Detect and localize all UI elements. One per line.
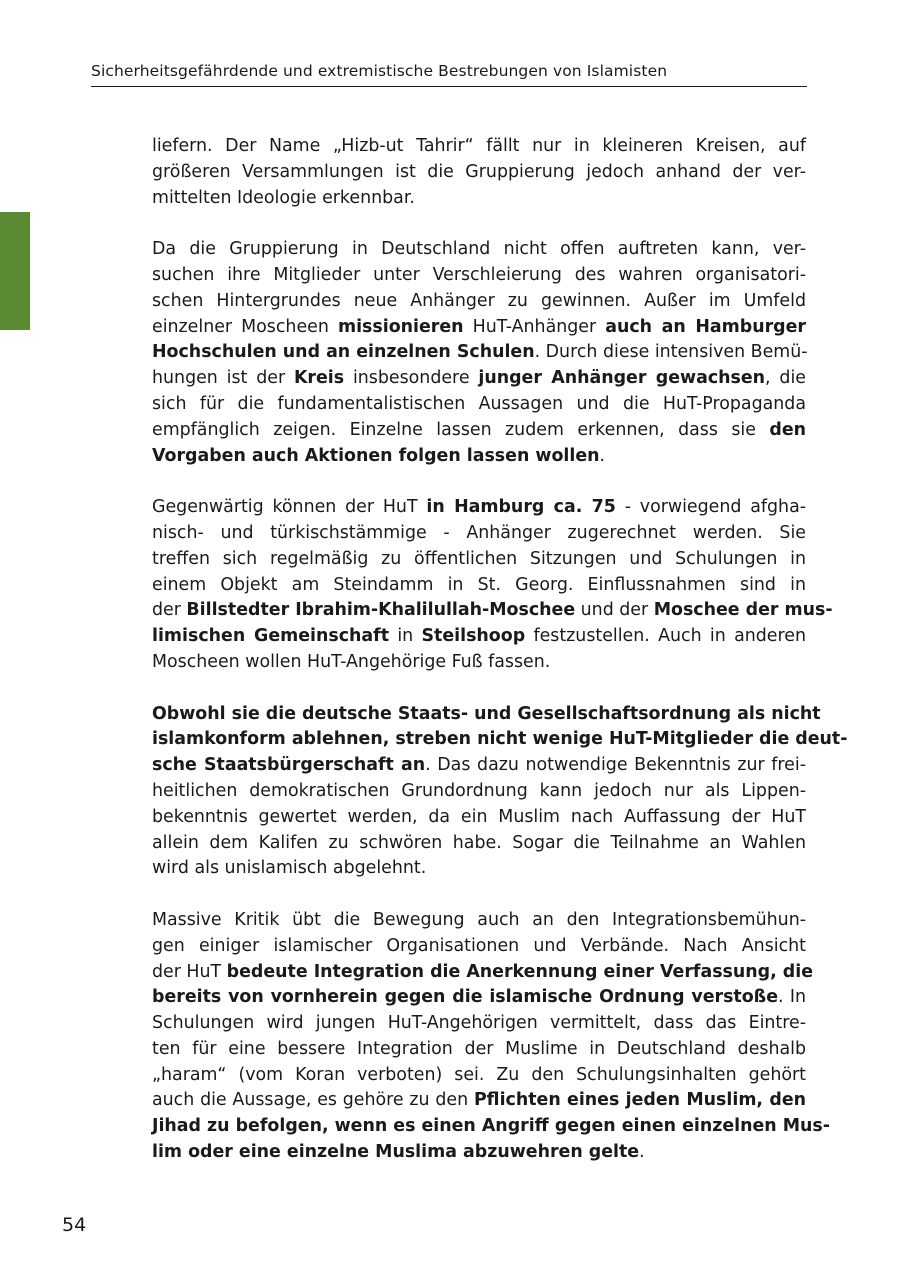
text-run: . In <box>777 987 806 1008</box>
bold-text: auch an Hamburger <box>605 316 806 337</box>
text-run: suchen ihre Mitglieder unter Verschleierung des wahren organisatori- <box>152 264 806 285</box>
text-run: einem Objekt am Steindamm in St. Georg. Einflussnahmen sind in <box>152 574 806 595</box>
text-line <box>152 934 806 960</box>
text-run: . <box>639 1142 645 1163</box>
text-run: wird als unislamisch abgelehnt. <box>152 858 427 879</box>
text-line <box>152 805 806 831</box>
bold-text: Steilshoop <box>421 626 526 647</box>
bold-text: bereits von vornherein gegen die islamische Ordnung verstoße <box>152 987 778 1008</box>
text-line <box>152 1063 806 1089</box>
text-run: Schulungen wird jungen HuT-Angehörigen vermittelt, dass das Eintre- <box>152 1013 806 1034</box>
text-line <box>152 1114 830 1140</box>
bold-text: den <box>769 419 806 440</box>
text-line <box>152 444 806 470</box>
bold-text: lim oder eine einzelne Muslima abzuwehren gelte <box>152 1142 640 1163</box>
text-run: schen Hintergrundes neue Anhänger zu gewinnen. Außer im Umfeld <box>152 290 806 311</box>
text-line <box>152 779 806 805</box>
bold-text: Billstedter Ibrahim-Khalilullah-Moschee <box>186 600 576 621</box>
text-line <box>152 315 806 341</box>
bold-text: Pflichten eines jeden Muslim, den <box>473 1090 806 1111</box>
text-run: hungen ist der <box>152 368 294 389</box>
text-run: . <box>599 445 606 466</box>
text-line <box>152 650 806 676</box>
text-run: der HuT <box>152 961 227 982</box>
text-run: heitlichen demokratischen Grundordnung kann jedoch nur als Lippen- <box>152 780 806 801</box>
text-line <box>152 289 806 315</box>
text-run: , die <box>765 368 806 389</box>
text-run: Moscheen wollen HuT-Angehörige Fuß fassen. <box>152 651 551 672</box>
text-run: allein dem Kalifen zu schwören habe. Sogar die Teilnahme an Wahlen <box>152 832 806 853</box>
text-line <box>152 1140 806 1166</box>
bold-text: missionieren <box>337 316 464 337</box>
text-run: Massive Kritik übt die Bewegung auch an den Integrationsbemühun- <box>152 909 806 930</box>
bold-text: limischen Gemeinschaft <box>152 626 390 647</box>
text-line <box>152 495 806 521</box>
text-line <box>152 831 806 857</box>
text-line <box>152 753 806 779</box>
text-line <box>152 727 848 753</box>
text-line <box>152 573 806 599</box>
text-run: „haram“ (vom Koran verboten) sei. Zu den Schulungsinhalten gehört <box>152 1064 806 1085</box>
text-run: mittelten Ideologie erkennbar. <box>152 187 415 208</box>
text-run: - vorwiegend afgha- <box>615 497 806 518</box>
paragraph <box>152 702 848 883</box>
bold-text: sche Staatsbürgerschaft an <box>152 755 426 776</box>
text-line <box>152 702 821 728</box>
bold-text: Moschee der mus- <box>653 600 833 621</box>
paragraph <box>152 134 806 211</box>
bold-text: Obwohl sie die deutsche Staats- und Gesellschaftsordnung als nicht <box>152 703 821 724</box>
bold-text: bedeute Integration die Anerkennung einer Verfassung, die <box>226 961 813 982</box>
text-run: größeren Versammlungen ist die Gruppierung jedoch anhand der ver- <box>152 161 806 182</box>
text-line <box>152 160 806 186</box>
text-run: festzustellen. Auch in anderen <box>525 626 806 647</box>
text-run: sich für die fundamentalistischen Aussagen und die HuT-Propaganda <box>152 393 806 414</box>
bold-text: in Hamburg ca. 75 <box>426 497 616 518</box>
text-line <box>152 186 806 212</box>
text-run: einzelner Moscheen <box>152 316 338 337</box>
text-run: in <box>389 626 422 647</box>
bold-text: Vorgaben auch Aktionen folgen lassen wollen <box>152 445 600 466</box>
bold-text: Jihad zu befolgen, wenn es einen Angriff gegen einen einzelnen Mus- <box>152 1116 830 1137</box>
text-run: liefern. Der Name „Hizb-ut Tahrir“ fällt nur in kleineren Kreisen, auf <box>152 136 806 156</box>
text-line <box>152 521 806 547</box>
text-line <box>152 418 806 444</box>
text-run: insbesondere <box>344 368 479 389</box>
text-run: nisch- und türkischstämmige - Anhänger zugerechnet werden. Sie <box>152 522 806 543</box>
text-line <box>152 960 813 986</box>
text-line <box>152 856 806 882</box>
text-line <box>152 237 806 263</box>
text-line <box>152 1011 806 1037</box>
text-line <box>152 134 806 160</box>
running-header-title: Sicherheitsgefährdende und extremistische Bestrebungen von Islamisten <box>91 62 668 80</box>
bold-text: Hochschulen und an einzelnen Schulen <box>152 342 535 363</box>
text-line <box>152 340 806 366</box>
text-line <box>152 1037 806 1063</box>
running-header <box>91 60 807 87</box>
text-run: . Durch diese intensiven Bemü- <box>534 342 808 363</box>
text-run: bekenntnis gewertet werden, da ein Muslim nach Auffassung der HuT <box>152 806 806 827</box>
text-run: Da die Gruppierung in Deutschland nicht offen auftreten kann, ver- <box>152 239 806 260</box>
text-run: ten für eine bessere Integration der Muslime in Deutschland deshalb <box>152 1038 806 1059</box>
paragraph <box>152 495 833 676</box>
text-run: und der <box>575 600 654 621</box>
bold-text: islamkonform ablehnen, streben nicht wenige HuT-Mitglieder die deut- <box>152 729 848 750</box>
text-line <box>152 547 806 573</box>
text-line <box>152 366 806 392</box>
text-run: empfänglich zeigen. Einzelne lassen zudem erkennen, dass sie <box>152 419 770 440</box>
page-number: 54 <box>62 1214 87 1236</box>
body-text <box>152 134 848 1192</box>
text-line <box>152 908 806 934</box>
chapter-color-tab <box>0 212 30 330</box>
text-run: gen einiger islamischer Organisationen und Verbände. Nach Ansicht <box>152 935 806 956</box>
text-line <box>152 263 806 289</box>
paragraph <box>152 237 806 469</box>
text-run: der <box>152 600 187 621</box>
bold-text: junger Anhänger gewachsen <box>478 368 766 389</box>
text-line <box>152 392 806 418</box>
text-run: . Das dazu notwendige Bekenntnis zur frei- <box>425 755 806 776</box>
text-line <box>152 1088 806 1114</box>
text-line <box>152 598 833 624</box>
text-run: Gegenwärtig können der HuT <box>152 497 427 518</box>
text-line <box>152 985 806 1011</box>
text-line <box>152 624 806 650</box>
text-run: auch die Aussage, es gehöre zu den <box>152 1090 474 1111</box>
paragraph <box>152 908 830 1166</box>
text-run: HuT-Anhänger <box>463 316 606 337</box>
bold-text: Kreis <box>293 368 345 389</box>
text-run: treffen sich regelmäßig zu öffentlichen Sitzungen und Schulungen in <box>152 548 806 569</box>
